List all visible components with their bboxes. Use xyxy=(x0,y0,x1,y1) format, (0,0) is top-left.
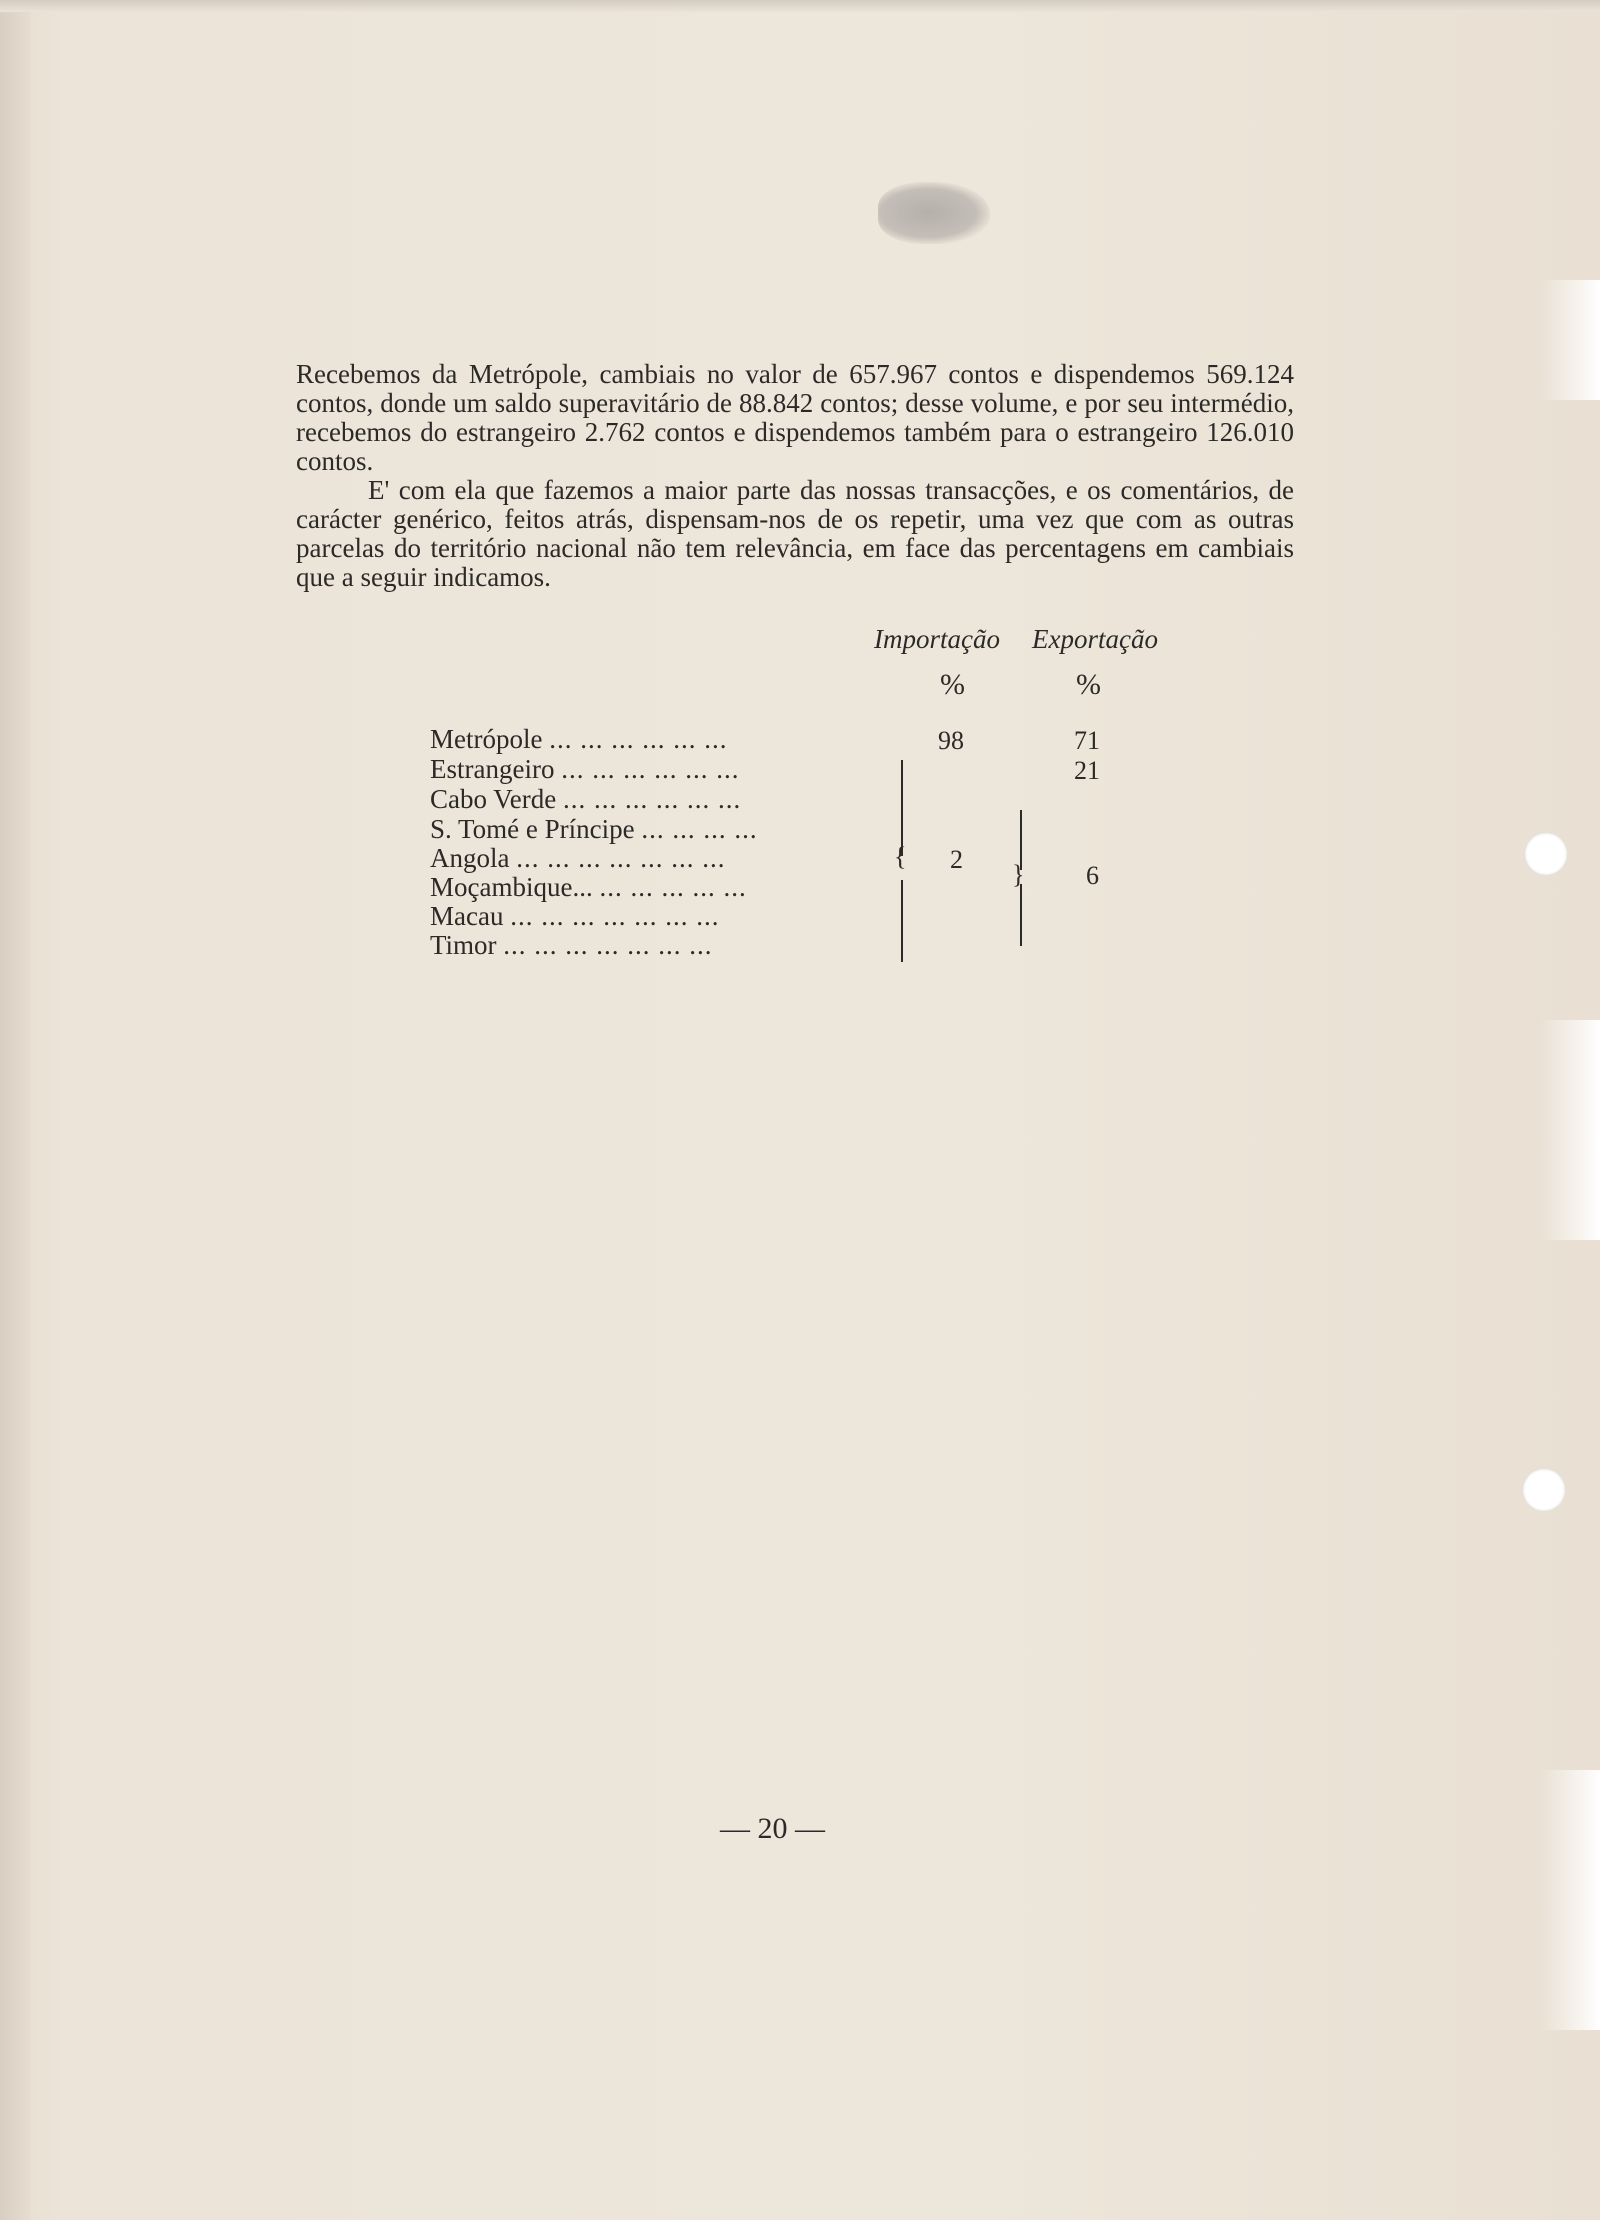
paragraph: Recebemos da Metrópole, cambiais no valor de 657.967 contos e dispendemos 569.124 contos, donde um saldo superavitário de 88.842 contos; desse volume, e por seu intermédio, recebemos do estrangeiro 2.762 contos e dispendemos também para o estrangeiro 126.010 contos. xyxy=(296,359,1294,476)
group-brace: } xyxy=(1012,860,1025,889)
leader-dots: ... ... ... ... ... ... ... xyxy=(503,930,713,960)
unit-export: % xyxy=(1076,668,1101,701)
leader-dots: ... ... ... ... ... ... ... xyxy=(510,901,720,931)
row-label: Angola xyxy=(430,843,510,873)
value-export: 71 xyxy=(1074,726,1100,755)
value-import: 98 xyxy=(938,726,964,755)
paragraph: E' com ela que fazemos a maior parte das nossas transacções, e os comentários, de carácter genérico, feitos atrás, dispensam-nos de os repetir, uma vez que com as outras parcelas do território nacional não tem relevância, em face das percentagens em cambiais que a seguir indicamos. xyxy=(296,475,1294,592)
punch-hole xyxy=(1522,1468,1566,1512)
torn-edge xyxy=(1540,280,1600,400)
value-import-grouped: 2 xyxy=(950,845,963,874)
row-label: Metrópole xyxy=(430,724,543,754)
page-number: — 20 — xyxy=(720,1812,825,1845)
row-label: Macau xyxy=(430,901,504,931)
page-top-edge xyxy=(0,0,1600,12)
torn-edge xyxy=(1540,1020,1600,1240)
column-header-import: Importação xyxy=(874,624,1000,654)
table-row xyxy=(430,724,727,754)
table-row xyxy=(430,814,758,844)
value-export-grouped: 6 xyxy=(1086,861,1099,890)
leader-dots: ... ... ... ... ... ... xyxy=(549,724,728,754)
leader-dots: ... ... ... ... xyxy=(641,814,758,844)
leader-dots: ... ... ... ... ... ... ... xyxy=(516,843,726,873)
leader-dots: ... ... ... ... ... ... xyxy=(562,784,742,814)
table-row xyxy=(430,930,713,960)
body-text xyxy=(296,360,1294,592)
row-label: Estrangeiro xyxy=(430,754,555,784)
group-brace: { xyxy=(894,842,907,871)
row-label: Moçambique... xyxy=(430,872,593,902)
table-row xyxy=(430,784,741,814)
torn-edge xyxy=(1540,1770,1600,2030)
row-label: Timor xyxy=(430,930,497,960)
page-left-edge xyxy=(0,0,30,2220)
column-header-export: Exportação xyxy=(1032,624,1158,654)
value-export: 21 xyxy=(1074,756,1100,785)
paper-stain xyxy=(878,182,990,244)
table-row xyxy=(430,901,719,931)
table-row xyxy=(430,843,725,873)
table-row xyxy=(430,872,747,902)
table-row xyxy=(430,754,739,784)
group-bar xyxy=(901,880,903,962)
leader-dots: ... ... ... ... ... ... xyxy=(561,754,740,784)
row-label: S. Tomé e Príncipe xyxy=(430,814,635,844)
group-bar xyxy=(1020,884,1022,946)
leader-dots: ... ... ... ... ... xyxy=(599,872,747,902)
unit-import: % xyxy=(940,668,965,701)
row-label: Cabo Verde xyxy=(430,784,557,814)
punch-hole xyxy=(1524,832,1568,876)
